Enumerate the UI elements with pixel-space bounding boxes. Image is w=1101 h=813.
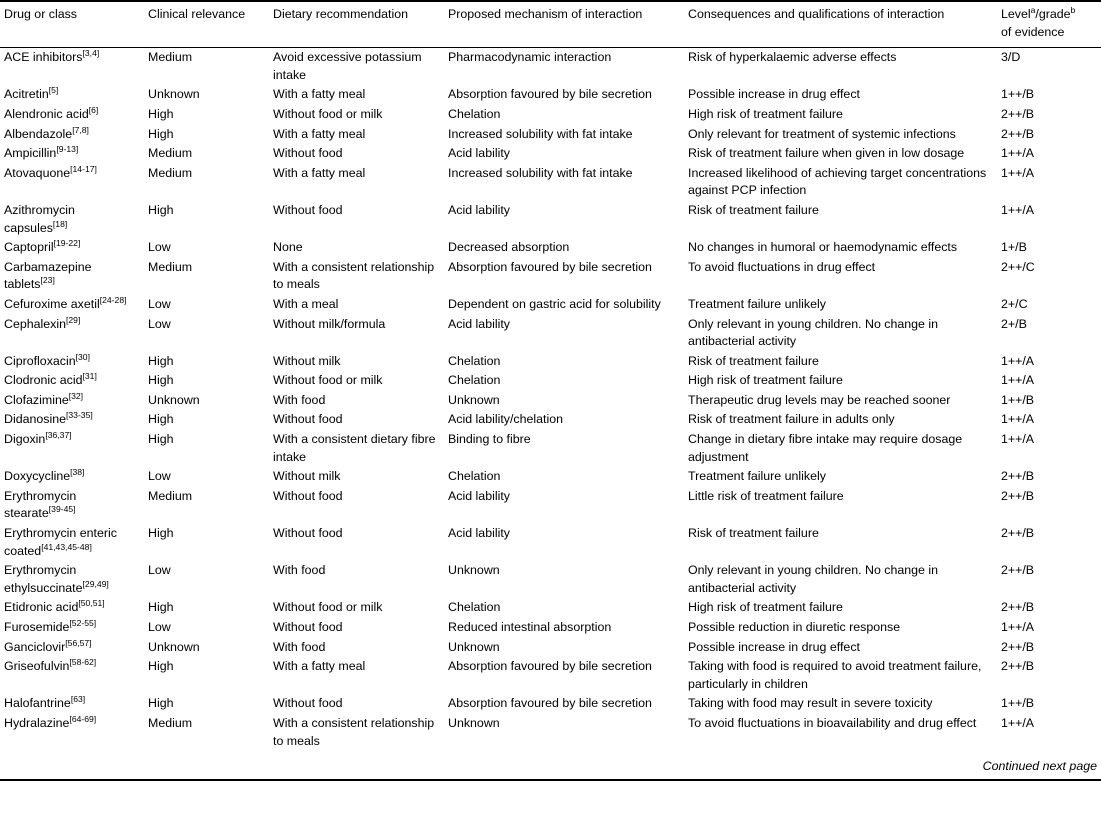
cell-evidence: 1+/B (1001, 240, 1027, 255)
cell-dietary-recommendation: Without food or milk (273, 106, 383, 121)
drug-name: Ciprofloxacin (4, 353, 76, 368)
cell-mechanism: Acid lability (448, 316, 510, 331)
table-row (0, 618, 1101, 638)
column-header-consequences: Consequences and qualifications of interaction (688, 1, 1001, 48)
drug-name: Griseofulvin (4, 659, 70, 674)
cell-consequences: Risk of treatment failure (688, 202, 819, 217)
cell-dietary-recommendation: Without food or milk (273, 373, 383, 388)
reference-superscript: [23] (40, 275, 55, 286)
cell-consequences: Treatment failure unlikely (688, 469, 826, 484)
cell-evidence: 1++/A (1001, 620, 1035, 634)
cell-dietary-recommendation: Without food (273, 620, 343, 634)
cell-consequences: Treatment failure unlikely (688, 296, 826, 311)
cell-mechanism: Reduced intestinal absorption (448, 620, 612, 634)
cell-consequences: Possible reduction in diuretic response (688, 620, 901, 634)
cell-consequences: No changes in humoral or haemodynamic effects (688, 240, 958, 255)
drug-name: Erythromycin stearate (4, 488, 77, 521)
cell-drug (0, 467, 148, 487)
cell-mechanism: Decreased absorption (448, 240, 570, 255)
cell-mechanism: Increased solubility with fat intake (448, 126, 633, 141)
cell-evidence: 2++/B (1001, 526, 1035, 541)
cell-drug (0, 85, 148, 105)
cell-consequences: High risk of treatment failure (688, 600, 843, 615)
cell-drug (0, 371, 148, 391)
reference-superscript: [3,4] (82, 48, 100, 59)
cell-evidence: 2++/B (1001, 126, 1035, 141)
reference-superscript: [30] (75, 351, 90, 362)
drug-name: Azithromycin capsules (4, 202, 75, 235)
cell-mechanism: Absorption favoured by bile secretion (448, 696, 652, 711)
cell-dietary-recommendation: None (273, 240, 303, 255)
table-header (0, 1, 1101, 48)
cell-clinical-relevance: High (148, 526, 174, 541)
cell-clinical-relevance: Medium (148, 488, 193, 503)
cell-drug (0, 238, 148, 258)
table-row (0, 598, 1101, 618)
cell-clinical-relevance: Medium (148, 50, 193, 65)
cell-clinical-relevance: High (148, 659, 174, 674)
reference-superscript: [52-55] (69, 617, 97, 628)
cell-consequences: Taking with food may result in severe toxicity (688, 696, 933, 711)
cell-consequences: Risk of treatment failure (688, 526, 819, 541)
cell-drug (0, 315, 148, 352)
cell-mechanism: Chelation (448, 353, 501, 368)
cell-drug (0, 657, 148, 694)
cell-evidence: 2+/C (1001, 296, 1028, 311)
evidence-header-sup-a: a (1030, 4, 1036, 15)
cell-clinical-relevance: High (148, 126, 174, 141)
cell-consequences: High risk of treatment failure (688, 373, 843, 388)
drug-name: Halofantrine (4, 696, 71, 711)
cell-clinical-relevance: Unknown (148, 639, 200, 654)
cell-dietary-recommendation: With food (273, 392, 326, 407)
drug-name: Clofazimine (4, 392, 69, 407)
drug-name: Digoxin (4, 432, 46, 447)
cell-evidence: 1++/A (1001, 715, 1035, 730)
table-row (0, 487, 1101, 524)
cell-evidence: 3/D (1001, 50, 1021, 65)
cell-consequences: Taking with food is required to avoid treatment failure, particularly in children (688, 659, 982, 691)
cell-clinical-relevance: Medium (148, 146, 193, 161)
table-row (0, 430, 1101, 467)
cell-dietary-recommendation: Avoid excessive potassium intake (273, 50, 422, 82)
table-row (0, 48, 1101, 86)
cell-clinical-relevance: High (148, 412, 174, 427)
cell-consequences: Only relevant for treatment of systemic infections (688, 126, 956, 141)
cell-drug (0, 638, 148, 658)
table-row (0, 638, 1101, 658)
reference-superscript: [14-17] (70, 163, 97, 174)
drug-name: Ampicillin (4, 146, 57, 161)
cell-dietary-recommendation: With a fatty meal (273, 659, 366, 674)
column-header-mechanism: Proposed mechanism of interaction (448, 1, 688, 48)
cell-clinical-relevance: High (148, 600, 174, 615)
table-row (0, 238, 1101, 258)
cell-mechanism: Chelation (448, 469, 501, 484)
reference-superscript: [29,49] (82, 578, 109, 589)
cell-dietary-recommendation: With a consistent relationship to meals (273, 715, 435, 748)
cell-clinical-relevance: Low (148, 563, 171, 578)
cell-clinical-relevance: High (148, 432, 174, 447)
cell-mechanism: Binding to fibre (448, 432, 531, 447)
reference-superscript: [50,51] (78, 598, 105, 609)
reference-superscript: [31] (82, 371, 97, 382)
cell-dietary-recommendation: Without food (273, 146, 343, 161)
cell-drug (0, 48, 148, 86)
cell-mechanism: Unknown (448, 639, 500, 654)
cell-mechanism: Unknown (448, 392, 500, 407)
cell-clinical-relevance: Low (148, 240, 171, 255)
cell-evidence: 2++/B (1001, 563, 1035, 578)
cell-clinical-relevance: Medium (148, 715, 193, 730)
drug-name: Etidronic acid (4, 600, 79, 615)
cell-mechanism: Acid lability (448, 488, 510, 503)
reference-superscript: [32] (68, 390, 84, 401)
cell-evidence: 1++/A (1001, 202, 1035, 217)
drug-name: Erythromycin ethylsuccinate (4, 563, 83, 595)
reference-superscript: [63] (70, 694, 86, 705)
cell-consequences: Risk of treatment failure in adults only (688, 412, 895, 427)
reference-superscript: [5] (48, 85, 59, 96)
cell-drug (0, 410, 148, 430)
cell-consequences: Little risk of treatment failure (688, 488, 844, 503)
cell-mechanism: Acid lability (448, 526, 510, 541)
cell-consequences: Change in dietary fibre intake may require dosage adjustment (688, 432, 963, 464)
cell-clinical-relevance: Low (148, 316, 171, 331)
drug-name: Acitretin (4, 87, 49, 102)
column-header-drug: Drug or class (0, 1, 148, 48)
cell-consequences: Possible increase in drug effect (688, 87, 860, 102)
cell-evidence: 1++/A (1001, 165, 1035, 180)
cell-evidence: 2++/B (1001, 600, 1035, 615)
table-row (0, 105, 1101, 125)
evidence-header-sup-b: b (1070, 4, 1076, 15)
table-row (0, 524, 1101, 561)
reference-superscript: [56,57] (65, 637, 92, 648)
table-footer (0, 751, 1101, 780)
cell-drug (0, 201, 148, 238)
reference-superscript: [18] (52, 218, 68, 229)
cell-evidence: 1++/B (1001, 392, 1035, 407)
cell-mechanism: Acid lability (448, 202, 510, 217)
drug-name: Furosemide (4, 620, 70, 634)
cell-clinical-relevance: Medium (148, 165, 193, 180)
table-row (0, 201, 1101, 238)
table-row (0, 258, 1101, 295)
cell-evidence: 1++/A (1001, 373, 1035, 388)
table-row (0, 561, 1101, 598)
reference-superscript: [9-13] (56, 144, 79, 155)
table-row (0, 391, 1101, 411)
table-row (0, 315, 1101, 352)
column-header-clinical-relevance: Clinical relevance (148, 1, 273, 48)
reference-superscript: [58-62] (69, 657, 97, 668)
footer-row (0, 751, 1101, 780)
cell-evidence: 1++/A (1001, 353, 1035, 368)
cell-mechanism: Dependent on gastric acid for solubility (448, 296, 661, 311)
cell-mechanism: Chelation (448, 373, 501, 388)
table-body (0, 48, 1101, 751)
cell-drug (0, 295, 148, 315)
cell-clinical-relevance: High (148, 696, 174, 711)
table-row (0, 352, 1101, 372)
cell-drug (0, 694, 148, 714)
drug-name: Cephalexin (4, 316, 66, 331)
drug-name: Erythromycin enteric coated (4, 526, 117, 558)
evidence-header-line2: of evidence (1001, 24, 1065, 39)
reference-superscript: [41,43,45-48] (41, 541, 92, 552)
evidence-header-grade: /grade (1035, 7, 1071, 21)
reference-superscript: [39-45] (48, 504, 76, 515)
cell-mechanism: Unknown (448, 563, 500, 578)
header-row (0, 1, 1101, 48)
cell-drug (0, 258, 148, 295)
cell-evidence: 2++/B (1001, 469, 1035, 484)
cell-clinical-relevance: Unknown (148, 392, 200, 407)
cell-drug (0, 714, 148, 751)
drug-name: Ganciclovir (4, 639, 66, 654)
cell-consequences: Risk of hyperkalaemic adverse effects (688, 50, 897, 65)
cell-dietary-recommendation: Without food (273, 488, 343, 503)
cell-evidence: 2++/B (1001, 106, 1035, 121)
table-row (0, 85, 1101, 105)
reference-superscript: [64-69] (69, 713, 97, 724)
evidence-header-level: Level (1001, 7, 1031, 21)
cell-evidence: 2++/B (1001, 659, 1035, 674)
cell-dietary-recommendation: With a consistent dietary fibre intake (273, 432, 436, 464)
cell-dietary-recommendation: Without food or milk (273, 600, 383, 615)
cell-clinical-relevance: High (148, 353, 174, 368)
drug-name: Captopril (4, 240, 54, 255)
cell-dietary-recommendation: With a meal (273, 296, 339, 311)
cell-dietary-recommendation: Without milk (273, 353, 341, 368)
cell-consequences: To avoid fluctuations in bioavailability and drug effect (688, 715, 977, 730)
cell-dietary-recommendation: Without food (273, 696, 343, 711)
drug-name: Albendazole (4, 126, 73, 141)
reference-superscript: [7,8] (72, 124, 89, 135)
cell-mechanism: Acid lability (448, 146, 510, 161)
cell-consequences: Risk of treatment failure when given in low dosage (688, 146, 965, 161)
cell-mechanism: Increased solubility with fat intake (448, 165, 633, 180)
cell-dietary-recommendation: Without food (273, 412, 343, 427)
cell-dietary-recommendation: With a fatty meal (273, 165, 366, 180)
cell-drug (0, 618, 148, 638)
drug-name: Carbamazepine tablets (4, 259, 92, 292)
cell-evidence: 1++/A (1001, 412, 1035, 427)
cell-evidence: 2+/B (1001, 316, 1027, 331)
cell-evidence: 2++/B (1001, 639, 1035, 654)
cell-mechanism: Absorption favoured by bile secretion (448, 659, 652, 674)
cell-drug (0, 125, 148, 145)
cell-mechanism: Chelation (448, 600, 501, 615)
table-row (0, 144, 1101, 164)
table-row (0, 410, 1101, 430)
drug-name: ACE inhibitors (4, 50, 83, 65)
table-row (0, 125, 1101, 145)
cell-evidence: 1++/B (1001, 696, 1035, 711)
cell-clinical-relevance: High (148, 106, 174, 121)
cell-dietary-recommendation: Without milk/formula (273, 316, 386, 331)
cell-dietary-recommendation: With a fatty meal (273, 126, 366, 141)
cell-clinical-relevance: High (148, 202, 174, 217)
cell-evidence: 1++/A (1001, 146, 1035, 161)
continued-next-page-label: Continued next page (0, 751, 1101, 780)
cell-evidence: 1++/B (1001, 87, 1035, 102)
cell-consequences: Only relevant in young children. No change in antibacterial activity (688, 563, 939, 595)
cell-consequences: Risk of treatment failure (688, 353, 819, 368)
drug-name: Alendronic acid (4, 106, 89, 121)
cell-dietary-recommendation: Without food (273, 202, 343, 217)
cell-consequences: Only relevant in young children. No change in antibacterial activity (688, 316, 939, 349)
reference-superscript: [38] (70, 467, 85, 478)
cell-drug (0, 352, 148, 372)
reference-superscript: [6] (88, 104, 99, 115)
drug-name: Clodronic acid (4, 373, 83, 388)
cell-drug (0, 144, 148, 164)
cell-clinical-relevance: Unknown (148, 87, 200, 102)
cell-drug (0, 164, 148, 201)
cell-clinical-relevance: Low (148, 296, 171, 311)
table-row (0, 164, 1101, 201)
cell-evidence: 2++/C (1001, 259, 1035, 274)
table-row (0, 371, 1101, 391)
table-row (0, 714, 1101, 751)
drug-name: Didanosine (4, 412, 66, 427)
cell-drug (0, 105, 148, 125)
cell-mechanism: Absorption favoured by bile secretion (448, 259, 652, 274)
cell-drug (0, 487, 148, 524)
cell-consequences: To avoid fluctuations in drug effect (688, 259, 876, 274)
reference-superscript: [29] (66, 314, 81, 325)
cell-mechanism: Absorption favoured by bile secretion (448, 87, 652, 102)
cell-dietary-recommendation: With food (273, 639, 326, 654)
cell-consequences: Increased likelihood of achieving target concentrations against PCP infection (688, 165, 987, 198)
cell-clinical-relevance: Medium (148, 259, 193, 274)
cell-mechanism: Acid lability/chelation (448, 412, 564, 427)
cell-mechanism: Chelation (448, 106, 501, 121)
cell-drug (0, 561, 148, 598)
cell-consequences: High risk of treatment failure (688, 106, 843, 121)
cell-mechanism: Unknown (448, 715, 500, 730)
drug-name: Cefuroxime axetil (4, 296, 100, 311)
cell-drug (0, 430, 148, 467)
cell-clinical-relevance: Low (148, 469, 171, 484)
table-row (0, 694, 1101, 714)
cell-consequences: Possible increase in drug effect (688, 639, 860, 654)
reference-superscript: [33-35] (66, 410, 93, 421)
reference-superscript: [24-28] (99, 294, 127, 305)
cell-drug (0, 391, 148, 411)
cell-dietary-recommendation: Without milk (273, 469, 341, 484)
cell-dietary-recommendation: With a consistent relationship to meals (273, 259, 435, 292)
cell-drug (0, 598, 148, 618)
reference-superscript: [19-22] (53, 238, 81, 248)
drug-name: Doxycycline (4, 469, 71, 484)
drug-name: Atovaquone (4, 165, 71, 180)
column-header-evidence (1001, 1, 1101, 48)
cell-dietary-recommendation: Without food (273, 526, 343, 541)
cell-clinical-relevance: Low (148, 620, 171, 634)
table-row (0, 657, 1101, 694)
table-row (0, 467, 1101, 487)
reference-superscript: [36,37] (45, 429, 72, 440)
column-header-dietary-recommendation: Dietary recommendation (273, 1, 448, 48)
cell-dietary-recommendation: With food (273, 563, 326, 578)
cell-consequences: Therapeutic drug levels may be reached sooner (688, 392, 951, 407)
cell-evidence: 2++/B (1001, 488, 1035, 503)
table-row (0, 295, 1101, 315)
cell-clinical-relevance: High (148, 373, 174, 388)
cell-evidence: 1++/A (1001, 432, 1035, 447)
drug-name: Hydralazine (4, 715, 70, 730)
cell-drug (0, 524, 148, 561)
cell-dietary-recommendation: With a fatty meal (273, 87, 366, 102)
cell-mechanism: Pharmacodynamic interaction (448, 50, 612, 65)
